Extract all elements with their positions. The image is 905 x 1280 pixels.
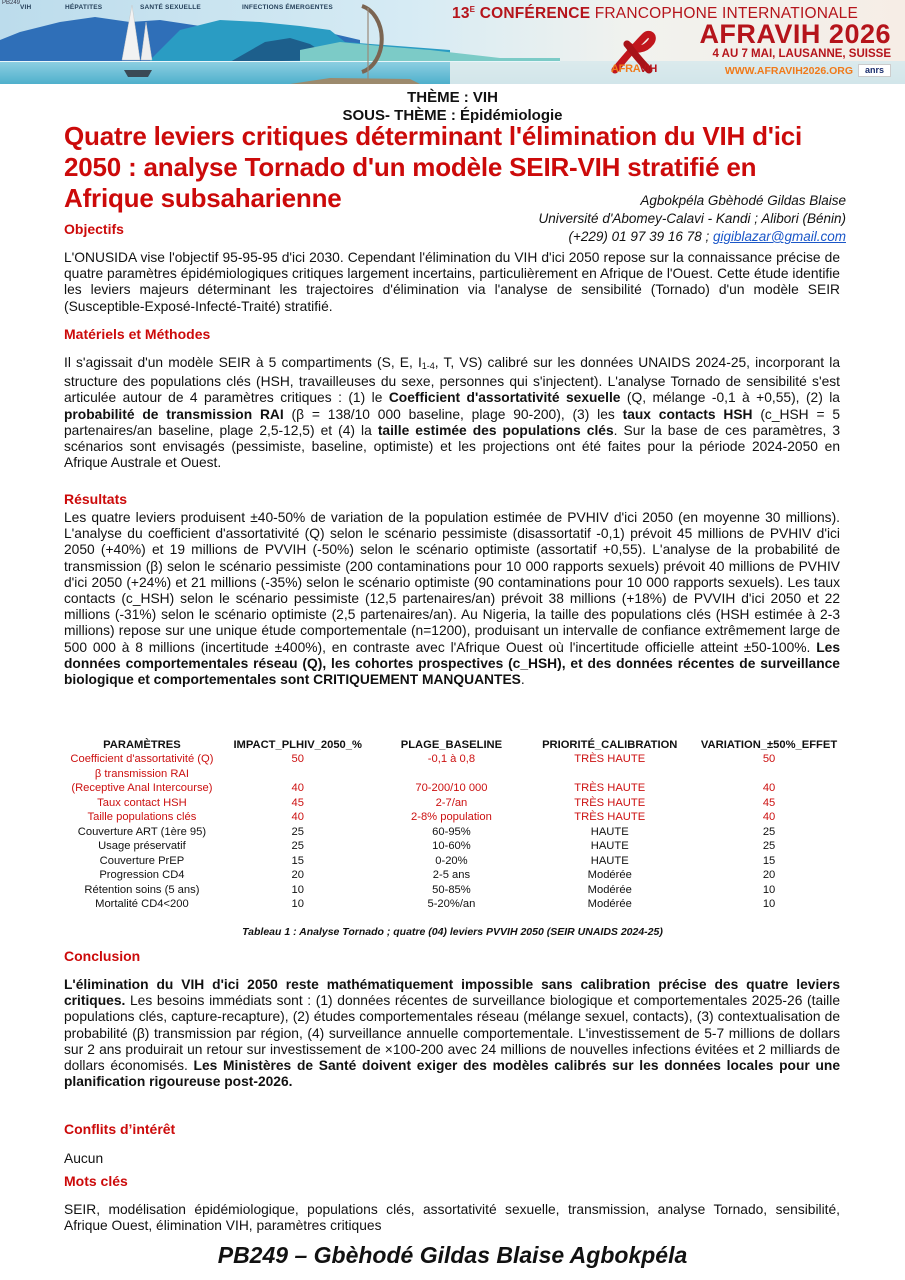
cell-parameter: β transmission RAI	[94, 767, 189, 780]
column-header: PRIORITÉ_CALIBRATION	[542, 739, 678, 751]
cell-range: 70-200/10 000	[415, 782, 488, 794]
table-row	[60, 883, 850, 898]
cell-priority: HAUTE	[590, 854, 629, 867]
heading-resultats: Résultats	[64, 491, 128, 507]
event-dates: 4 AU 7 MAI, LAUSANNE, SUISSE	[712, 48, 891, 60]
cell-impact: 50	[291, 753, 304, 765]
cell-range: 2-7/an	[435, 796, 468, 809]
cell-range: 0-20%	[435, 854, 468, 867]
cell-impact: 25	[291, 840, 304, 852]
cell-range: 50-85%	[432, 883, 471, 896]
author-name: Agbokpéla Gbèhodé Gildas Blaise	[640, 193, 846, 208]
table-row	[60, 752, 850, 767]
cell-priority: TRÈS HAUTE	[574, 782, 646, 794]
cell-priority: Modérée	[587, 883, 632, 896]
cell-parameter: Coefficient d'assortativité (Q)	[70, 753, 214, 765]
heading-methodes: Matériels et Méthodes	[64, 326, 211, 342]
cell-variation: 40	[762, 782, 776, 794]
cell-variation: 10	[762, 883, 776, 896]
banner-topics	[0, 4, 360, 16]
cell-priority: HAUTE	[590, 825, 629, 838]
table-row	[60, 781, 850, 796]
cell-variation: 10	[762, 898, 776, 910]
cell-range: 5-20%/an	[427, 898, 476, 910]
cell-impact: 40	[291, 782, 304, 794]
table-row	[60, 854, 850, 869]
cell-range: 2-5 ans	[432, 869, 471, 881]
poster-title: Quatre leviers critiques déterminant l'élimination du VIH d'ici 2050 : analyse Tornado d'un modèle SEIR-VIH stratifié en Afrique subsaharienne	[64, 121, 803, 213]
cell-impact: 40	[291, 811, 304, 823]
heading-mots-cles: Mots clés	[64, 1173, 128, 1189]
cell-variation: 25	[762, 840, 776, 852]
author-email-link[interactable]: gigiblazar@gmail.com	[712, 229, 846, 244]
cell-impact: 20	[291, 869, 304, 881]
cell-priority: TRÈS HAUTE	[574, 811, 646, 823]
cell-impact: 10	[291, 883, 304, 896]
cell-priority: HAUTE	[590, 840, 629, 852]
cell-priority: Modérée	[587, 898, 632, 910]
column-header: PARAMÈTRES	[103, 739, 181, 751]
conference-banner	[0, 0, 905, 84]
cell-impact	[224, 767, 372, 782]
cell-priority: TRÈS HAUTE	[574, 796, 646, 809]
table-row	[60, 810, 850, 825]
objectifs-text: L'ONUSIDA vise l'objectif 95-95-95 d'ici 2030. Cependant l'élimination du VIH d'ici 2050 repose sur la connaissance précise de quatre paramètres épidémiologiques critiques largement incertains, particulièrement en Afrique de l'Ouest. Cette étude identifie les leviers majeurs déterminant les trajectoires d'élimination via l'analyse de sensibilité (Tornado) d'un modèle SEIR (Susceptible-Exposé-Infecté-Traité) stratifié.	[64, 250, 840, 314]
cell-parameter: Mortalité CD4<200	[95, 898, 189, 910]
author-block	[539, 192, 846, 246]
cell-parameter: Usage préservatif	[98, 840, 186, 852]
table-row	[60, 825, 850, 840]
mots-cles-text: SEIR, modélisation épidémiologique, populations clés, assortativité sexuelle, transmission, analyse Tornado, sensibilité, Afrique Ouest, élimination VIH, paramètres critiques	[64, 1202, 840, 1234]
anrs-logo: anrs	[858, 64, 891, 77]
table-header-row	[60, 738, 850, 752]
table-row	[60, 897, 850, 912]
author-phone: (+229) 01 97 39 16 78 ;	[568, 229, 710, 244]
cell-variation: 45	[762, 796, 776, 809]
table-row	[60, 839, 850, 854]
topic-sante-sexuelle: SANTÉ SEXUELLE	[140, 4, 201, 11]
topic-hepatites: HÉPATITES	[65, 4, 103, 11]
cell-range: 10-60%	[432, 840, 471, 852]
methodes-text: Il s'agissait d'un modèle SEIR à 5 compartiments (S, E, $I_{1-4}$, T, VS) calibré sur les données UNAIDS 2024-25, incorporant la structure des populations clés (HSH, travailleuses du sexe, personnes qui s'injectent). L'analyse Tornado de sensibilité s'est articulée autour de 4 paramètres critiques : (1) le Coefficient d'assortativité sexuelle (Q, mélange -0,1 à +0,55), (2) la probabilité de transmission RAI (β = 138/10 000 baseline, plage 90-200), (3) les taux contacts HSH (c_HSH = 5 partenaires/an baseline, plage 2,5-12,5) et (4) la taille estimée des populations clés. Sur la base de ces paramètres, 3 scénarios sont envisagés (pessimiste, baseline, optimiste) et les projections ont été faites pour la période 2024-2050 en Afrique Australe et Ouest.	[64, 355, 840, 471]
cell-variation: 50	[762, 753, 776, 765]
afravih-logo-text: AFRAVIH	[611, 63, 657, 75]
conference-name: $13^E$ CONFÉRENCE FRANCOPHONE INTERNATIONALE	[452, 5, 859, 22]
topic-vih: VIH	[20, 4, 32, 11]
cell-parameter: Rétention soins (5 ans)	[84, 883, 200, 896]
heading-objectifs: Objectifs	[64, 221, 124, 237]
table-row	[60, 796, 850, 811]
cell-parameter: Taille populations clés	[87, 811, 197, 823]
cell-range: -0,1 à 0,8	[427, 753, 476, 765]
topic-infections-emergentes: INFECTIONS ÉMERGENTES	[242, 4, 333, 11]
table-caption: Tableau 1 : Analyse Tornado ; quatre (04) leviers PVVIH 2050 (SEIR UNAIDS 2024-25)	[242, 926, 663, 938]
subtheme-label: SOUS- THÈME : Épidémiologie	[342, 107, 563, 124]
cell-priority: Modérée	[587, 869, 632, 881]
event-website-link[interactable]: WWW.AFRAVIH2026.ORG	[724, 65, 853, 77]
cell-impact: 25	[291, 825, 304, 838]
cell-variation: 25	[762, 825, 776, 838]
conclusion-text: L'élimination du VIH d'ici 2050 reste mathématiquement impossible sans calibration précise des quatre leviers critiques. Les besoins immédiats sont : (1) données récentes de surveillance biologique et comportementales 2025-26 (taille populations clés, capture-recapture), (2) études comportementales réseau (mélange sexuel, contacts), (3) contextualisation de probabilité (β) transmission par région, (4) surveillance annuelle comportementale. L'investissement de 5-7 millions de dollars sur 2 ans produirait un retour sur investissement de ×100-200 avec 24 millions de nouvelles infections évitées et 2 milliards de dollars économisés. Les Ministères de Santé doivent exiger des modèles calibrés sur les données locales pour une planification rigoureuse post-2026.	[64, 977, 840, 1090]
conflits-text: Aucun	[64, 1151, 104, 1166]
cell-priority: TRÈS HAUTE	[574, 753, 646, 765]
cell-parameter: Progression CD4	[99, 869, 185, 881]
theme-label: THÈME : VIH	[407, 89, 498, 106]
cell-impact: 10	[291, 898, 304, 910]
cell-parameter: (Receptive Anal Intercourse)	[71, 782, 213, 794]
cell-parameter: Taux contact HSH	[97, 796, 187, 809]
table-row	[60, 767, 850, 782]
cell-range: 60-95%	[432, 825, 471, 838]
cell-parameter: Couverture ART (1ère 95)	[77, 825, 207, 838]
poster-footer-code: PB249 – Gbèhodé Gildas Blaise Agbokpéla	[217, 1242, 688, 1268]
poster-code: PB249	[2, 0, 21, 6]
column-header: IMPACT_PLHIV_2050_%	[233, 739, 362, 751]
cell-range: 2-8% population	[411, 811, 492, 823]
event-title: AFRAVIH 2026	[699, 19, 891, 49]
cell-variation	[688, 767, 850, 782]
cell-impact: 45	[291, 796, 304, 809]
heading-conclusion: Conclusion	[64, 948, 141, 964]
column-header: VARIATION_±50%_EFFET	[700, 739, 838, 751]
cell-priority	[531, 767, 688, 782]
resultats-text: Les quatre leviers produisent ±40-50% de variation de la population estimée de PVHIV d'ici 2050 (en moyenne 30 millions). L'analyse du coefficient d'assortativité (Q) selon le scénario pessimiste (disassortatif -0,1) prévoit 45 millions de PVHIV d'ici 2050 (+40%) et 19 millions de PVVIH (-50%) selon le scénario optimiste (assortatif +0,55). L'analyse de la probabilité de transmission (β) selon le scénario pessimiste (200 contaminations pour 10 000 rapports sexuels) prévoit 40 millions de PVHIV d'ici 2050 (+24%) et 21 millions (-35%) selon le scénario optimiste (90 contaminations pour 10 000 rapports sexuels). Les taux contacts (c_HSH) selon le scénario pessimiste (12,5 partenaires/an) prévoit 38 millions (+18%) de PVVIH d'ici 2050 et 22 millions (-31%) selon le scénario optimiste (2,5 partenaires/an). Au Nigeria, la taille des populations clés (HSH estimée à 2-3 millions) repose sur une unique étude comportementale (n=1200), produisant un intervalle de confiance extrêmement large de 500 000 à 8 millions (incertitude ±400%), en contraste avec l'Afrique Ouest où l'incertitude officielle atteint ±50-100%. Les données comportementales réseau (Q), les cohortes prospectives (c_HSH), et des données récentes de surveillance biologique et comportementales sont CRITIQUEMENT MANQUANTES.	[64, 510, 840, 688]
tornado-analysis-table	[60, 738, 850, 912]
cell-parameter: Couverture PrEP	[99, 854, 185, 867]
column-header: PLAGE_BASELINE	[400, 739, 503, 751]
table-row	[60, 868, 850, 883]
author-contact	[539, 228, 846, 246]
cell-variation: 15	[762, 854, 776, 867]
cell-variation: 20	[762, 869, 776, 881]
cell-impact: 15	[291, 854, 304, 867]
cell-range	[372, 767, 532, 782]
heading-conflits: Conflits d’intérêt	[64, 1121, 176, 1137]
author-affiliation: Université d'Abomey-Calavi - Kandi ; Alibori (Bénin)	[538, 211, 846, 226]
cell-variation: 40	[762, 811, 776, 823]
